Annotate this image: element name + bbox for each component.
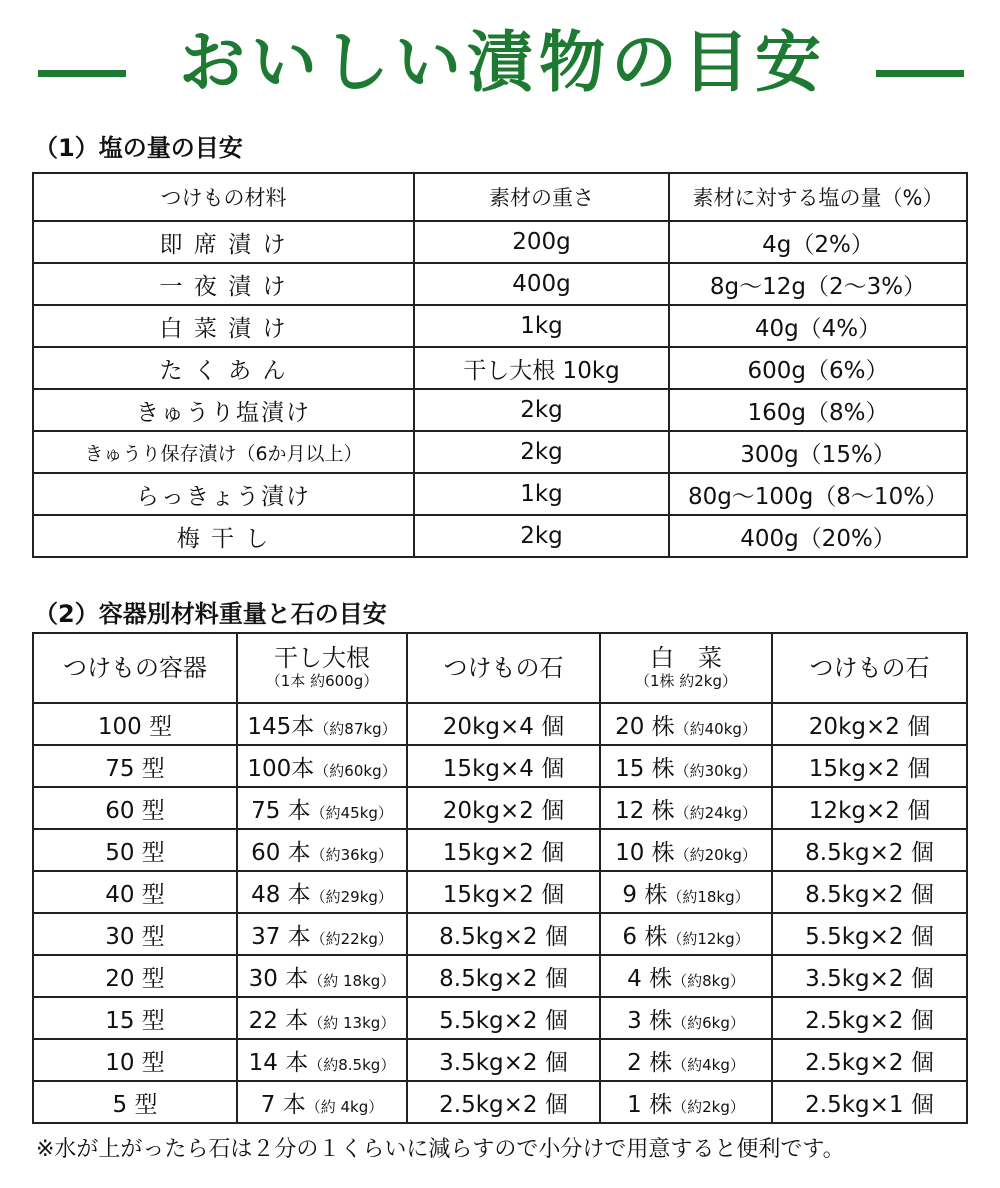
weight-cell: 200g bbox=[414, 221, 669, 263]
container-size-cell: 10 型 bbox=[33, 1039, 237, 1081]
daikon-stone-cell: 15kg×2 個 bbox=[407, 829, 600, 871]
daikon-stone-cell: 3.5kg×2 個 bbox=[407, 1039, 600, 1081]
weight-cell: 1kg bbox=[414, 305, 669, 347]
daikon-stone-cell: 20kg×4 個 bbox=[407, 703, 600, 745]
daikon-count-cell: 100本（約60kg） bbox=[237, 745, 407, 787]
hakusai-stone-cell: 20kg×2 個 bbox=[772, 703, 967, 745]
daikon-count-cell: 75 本（約45kg） bbox=[237, 787, 407, 829]
container-section-heading: （2）容器別材料重量と石の目安 bbox=[34, 600, 387, 628]
daikon-count-cell: 30 本（約 18kg） bbox=[237, 955, 407, 997]
table-row bbox=[33, 515, 967, 557]
weight-cell: 1kg bbox=[414, 473, 669, 515]
hakusai-stone-cell: 8.5kg×2 個 bbox=[772, 871, 967, 913]
table-row bbox=[33, 997, 967, 1039]
daikon-stone-cell: 2.5kg×2 個 bbox=[407, 1081, 600, 1123]
material-cell: 一 夜 漬 け bbox=[33, 263, 414, 305]
material-cell: きゅうり塩漬け bbox=[33, 389, 414, 431]
container-size-cell: 20 型 bbox=[33, 955, 237, 997]
hakusai-stone-cell: 15kg×2 個 bbox=[772, 745, 967, 787]
container-size-cell: 50 型 bbox=[33, 829, 237, 871]
table-row bbox=[33, 871, 967, 913]
hakusai-stone-cell: 8.5kg×2 個 bbox=[772, 829, 967, 871]
material-cell: らっきょう漬け bbox=[33, 473, 414, 515]
salt-section-heading: （1）塩の量の目安 bbox=[34, 134, 243, 162]
page-title: おいしい漬物の目安 bbox=[179, 23, 827, 101]
container-size-cell: 40 型 bbox=[33, 871, 237, 913]
table-header-row bbox=[33, 633, 967, 703]
footnote: ※水が上がったら石は２分の１くらいに減らすので小分けで用意すると便利です。 bbox=[36, 1137, 845, 1162]
hakusai-stone-cell: 2.5kg×1 個 bbox=[772, 1081, 967, 1123]
table-row bbox=[33, 473, 967, 515]
table-row bbox=[33, 263, 967, 305]
weight-cell: 400g bbox=[414, 263, 669, 305]
material-cell: 即 席 漬 け bbox=[33, 221, 414, 263]
hakusai-count-cell: 4 株（約8kg） bbox=[600, 955, 772, 997]
hakusai-count-cell: 10 株（約20kg） bbox=[600, 829, 772, 871]
hakusai-stone-cell: 2.5kg×2 個 bbox=[772, 1039, 967, 1081]
hakusai-count-cell: 12 株（約24kg） bbox=[600, 787, 772, 829]
hakusai-stone-cell: 12kg×2 個 bbox=[772, 787, 967, 829]
table-row bbox=[33, 829, 967, 871]
salt-cell: 400g（20%） bbox=[669, 515, 967, 557]
weight-cell: 2kg bbox=[414, 515, 669, 557]
salt-cell: 40g（4%） bbox=[669, 305, 967, 347]
container-size-cell: 30 型 bbox=[33, 913, 237, 955]
daikon-stone-cell: 8.5kg×2 個 bbox=[407, 955, 600, 997]
table-row bbox=[33, 221, 967, 263]
hakusai-count-cell: 20 株（約40kg） bbox=[600, 703, 772, 745]
column-header: つけもの石 bbox=[407, 633, 600, 703]
daikon-stone-cell: 15kg×2 個 bbox=[407, 871, 600, 913]
container-size-cell: 75 型 bbox=[33, 745, 237, 787]
daikon-count-cell: 14 本（約8.5kg） bbox=[237, 1039, 407, 1081]
table-row bbox=[33, 913, 967, 955]
column-header: つけもの石 bbox=[772, 633, 967, 703]
hakusai-stone-cell: 3.5kg×2 個 bbox=[772, 955, 967, 997]
salt-cell: 300g（15%） bbox=[669, 431, 967, 473]
daikon-count-cell: 7 本（約 4kg） bbox=[237, 1081, 407, 1123]
column-header: 白 菜 （1株 約2kg） bbox=[600, 633, 772, 703]
weight-cell: 2kg bbox=[414, 389, 669, 431]
container-size-cell: 5 型 bbox=[33, 1081, 237, 1123]
container-stone-table bbox=[32, 632, 968, 1124]
weight-cell: 干し大根 10kg bbox=[414, 347, 669, 389]
container-size-cell: 60 型 bbox=[33, 787, 237, 829]
column-header: 干し大根 （1本 約600g） bbox=[237, 633, 407, 703]
hakusai-count-cell: 9 株（約18kg） bbox=[600, 871, 772, 913]
table-row bbox=[33, 305, 967, 347]
material-cell: 白 菜 漬 け bbox=[33, 305, 414, 347]
column-header: 素材の重さ bbox=[414, 173, 669, 221]
table-header-row bbox=[33, 173, 967, 221]
material-cell: 梅 干 し bbox=[33, 515, 414, 557]
hakusai-count-cell: 3 株（約6kg） bbox=[600, 997, 772, 1039]
table-row bbox=[33, 347, 967, 389]
table-row bbox=[33, 1039, 967, 1081]
salt-cell: 4g（2%） bbox=[669, 221, 967, 263]
daikon-count-cell: 48 本（約29kg） bbox=[237, 871, 407, 913]
salt-cell: 80g～100g（8～10%） bbox=[669, 473, 967, 515]
salt-cell: 600g（6%） bbox=[669, 347, 967, 389]
daikon-stone-cell: 5.5kg×2 個 bbox=[407, 997, 600, 1039]
salt-amount-table bbox=[32, 172, 968, 558]
table-row bbox=[33, 955, 967, 997]
daikon-count-cell: 37 本（約22kg） bbox=[237, 913, 407, 955]
column-header: つけもの容器 bbox=[33, 633, 237, 703]
salt-cell: 160g（8%） bbox=[669, 389, 967, 431]
daikon-stone-cell: 20kg×2 個 bbox=[407, 787, 600, 829]
title-dash-right bbox=[876, 70, 964, 77]
daikon-stone-cell: 15kg×4 個 bbox=[407, 745, 600, 787]
title-row bbox=[0, 18, 1000, 108]
table-row bbox=[33, 703, 967, 745]
column-header: つけもの材料 bbox=[33, 173, 414, 221]
hakusai-count-cell: 15 株（約30kg） bbox=[600, 745, 772, 787]
column-header: 素材に対する塩の量（%） bbox=[669, 173, 967, 221]
material-cell: た く あ ん bbox=[33, 347, 414, 389]
hakusai-stone-cell: 5.5kg×2 個 bbox=[772, 913, 967, 955]
container-size-cell: 100 型 bbox=[33, 703, 237, 745]
daikon-count-cell: 60 本（約36kg） bbox=[237, 829, 407, 871]
table-row bbox=[33, 787, 967, 829]
daikon-stone-cell: 8.5kg×2 個 bbox=[407, 913, 600, 955]
hakusai-stone-cell: 2.5kg×2 個 bbox=[772, 997, 967, 1039]
table-row bbox=[33, 745, 967, 787]
table-row bbox=[33, 1081, 967, 1123]
daikon-count-cell: 145本（約87kg） bbox=[237, 703, 407, 745]
material-cell: きゅうり保存漬け（6か月以上） bbox=[33, 431, 414, 473]
daikon-count-cell: 22 本（約 13kg） bbox=[237, 997, 407, 1039]
hakusai-count-cell: 6 株（約12kg） bbox=[600, 913, 772, 955]
container-size-cell: 15 型 bbox=[33, 997, 237, 1039]
salt-cell: 8g～12g（2～3%） bbox=[669, 263, 967, 305]
hakusai-count-cell: 1 株（約2kg） bbox=[600, 1081, 772, 1123]
title-dash-left bbox=[38, 70, 126, 77]
table-row bbox=[33, 389, 967, 431]
weight-cell: 2kg bbox=[414, 431, 669, 473]
table-row bbox=[33, 431, 967, 473]
hakusai-count-cell: 2 株（約4kg） bbox=[600, 1039, 772, 1081]
